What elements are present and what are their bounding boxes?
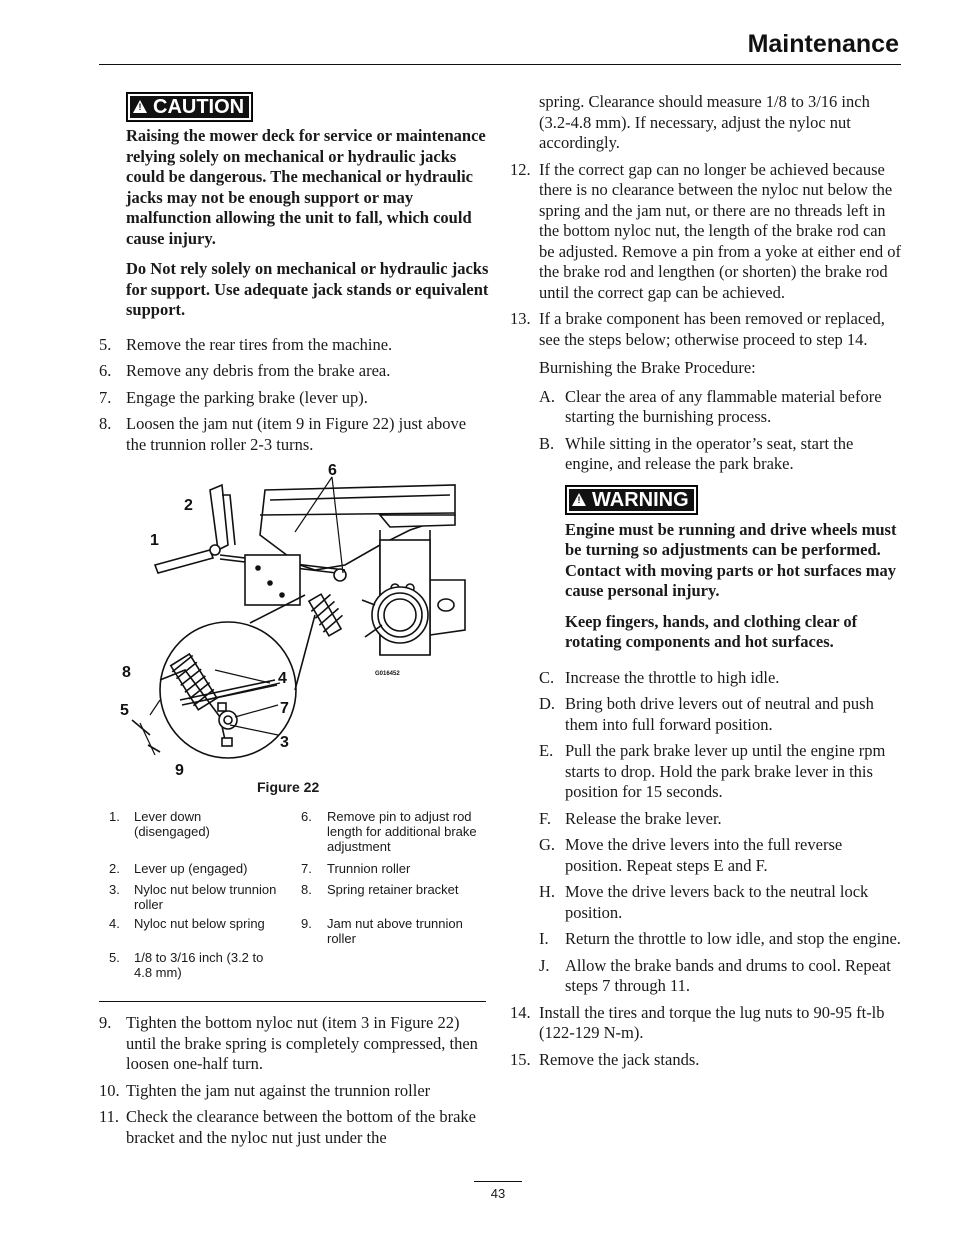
substep-item: F. Release the brake lever.	[539, 808, 722, 828]
brake-assembly-figure	[110, 455, 485, 780]
callout-2: 2	[184, 497, 193, 514]
legend-number: 7.	[301, 861, 312, 876]
legend-number: 2.	[109, 861, 120, 876]
substep-item: H. Move the drive levers back to the neutral lock position.	[539, 882, 869, 922]
substep-item: B. While sitting in the operator’s seat, start the engine, and release the park brake.	[539, 433, 854, 473]
legend-number: 6.	[301, 809, 312, 824]
legend-number: 8.	[301, 882, 312, 897]
step-item: 11. Check the clearance between the bottom of the brake bracket and the nyloc nut just under the	[99, 1107, 477, 1147]
callout-5: 5	[120, 702, 129, 719]
header-rule	[99, 64, 901, 65]
callout-6: 6	[328, 462, 337, 479]
substeps-c-j	[510, 668, 902, 997]
warning-triangle-icon: !	[572, 493, 586, 506]
caution-paragraph-2: Do Not rely solely on mechanical or hydraulic jacks for support. Use adequate jack stands or equivalent support.	[126, 259, 489, 319]
step-item: 6. Remove any debris from the brake area.	[99, 361, 391, 380]
warning-badge	[565, 485, 698, 515]
caution-label: CAUTION	[153, 96, 245, 118]
steps-9-11	[99, 1013, 489, 1148]
legend-number: 9.	[301, 916, 312, 931]
step-item: 13. If a brake component has been removed or replaced, see the steps below; otherwise proceed to step 14.	[510, 309, 885, 349]
step-item: 7. Engage the parking brake (lever up).	[99, 387, 368, 407]
warning-block	[510, 485, 902, 653]
legend-text: Jam nut above trunnion roller	[327, 916, 463, 946]
continuation-text: spring. Clearance should measure 1/8 to 3/16 inch (3.2-4.8 mm). If necessary, adjust the nyloc nut accordingly.	[539, 92, 870, 152]
callout-3: 3	[280, 734, 289, 751]
step-item: 5. Remove the rear tires from the machine.	[99, 334, 393, 354]
step-item: 15. Remove the jack stands.	[510, 1049, 700, 1069]
step-item: 8. Loosen the jam nut (item 9 in Figure 22) just above the trunnion roller 2-3 turns.	[99, 414, 467, 454]
legend-text: Lever down (disengaged)	[134, 809, 210, 839]
warning-label: WARNING	[592, 488, 689, 511]
step-item: 12. If the correct gap can no longer be achieved because there is no clearance between the nyloc nut below the spring and the jam nut, or there are no threads left in the bottom nyloc nut, the length of the brake rod can be adjusted. Remove a pin from a yoke at either end of the brake rod and lengthen (or shorten) the brake rod until the correct gap can be achieved.	[510, 159, 901, 302]
substep-item: G. Move the drive levers into the full reverse position. Repeat steps E and F.	[539, 835, 843, 875]
figure-code: G016452	[375, 671, 400, 677]
page-header-title: Maintenance	[747, 30, 899, 58]
legend-text: 1/8 to 3/16 inch (3.2 to 4.8 mm)	[134, 950, 264, 980]
substep-item: D. Bring both drive levers out of neutral and push them into full forward position.	[539, 694, 874, 734]
callout-8: 8	[122, 664, 131, 681]
step-item: 10. Tighten the jam nut against the trunnion roller	[99, 1080, 431, 1100]
callout-4: 4	[278, 670, 287, 687]
caution-badge	[126, 92, 253, 122]
caution-paragraph-1: Raising the mower deck for service or maintenance relying solely on mechanical or hydraulic jacks could be dangerous. The mechanical or hydraulic jacks may not be enough support or may malfunction allowing the unit to fall, which could cause injury.	[126, 126, 486, 248]
warning-triangle-icon: !	[133, 100, 147, 113]
figure-rule	[99, 1001, 486, 1002]
callout-1: 1	[150, 532, 159, 549]
figure-caption: Figure 22	[257, 779, 320, 795]
page-number-rule	[474, 1181, 522, 1182]
steps-5-8	[99, 335, 489, 456]
legend-text: Remove pin to adjust rod length for additional brake adjustment	[327, 809, 477, 854]
substep-item: A. Clear the area of any flammable material before starting the burnishing process.	[539, 386, 882, 426]
substep-item: C. Increase the throttle to high idle.	[539, 667, 780, 687]
legend-text: Nyloc nut below trunnion roller	[134, 882, 277, 912]
warning-paragraph-1: Engine must be running and drive wheels must be turning so adjustments can be performed. Contact with moving parts or hot surfaces may cause personal injury.	[565, 519, 897, 600]
substep-item: E. Pull the park brake lever up until the engine rpm starts to drop. Hold the park brake lever in this position for 15 seconds.	[539, 741, 886, 801]
legend-text: Nyloc nut below spring	[134, 916, 265, 931]
substep-item: J. Allow the brake bands and drums to cool. Repeat steps 7 through 11.	[539, 955, 891, 995]
legend-number: 3.	[109, 882, 120, 897]
burnishing-title: Burnishing the Brake Procedure:	[539, 358, 756, 377]
legend-text: Lever up (engaged)	[134, 861, 248, 876]
left-column	[99, 92, 489, 455]
step-item: 14. Install the tires and torque the lug nuts to 90-95 ft-lb (122-129 N-m).	[510, 1002, 885, 1042]
callout-7: 7	[280, 700, 289, 717]
legend-number: 1.	[109, 809, 120, 824]
caution-block	[126, 92, 489, 321]
step-item: 9. Tighten the bottom nyloc nut (item 3 in Figure 22) until the brake spring is completely compressed, then loosen one-half turn.	[99, 1013, 478, 1073]
legend-number: 5.	[109, 950, 120, 965]
legend-text: Trunnion roller	[327, 861, 411, 876]
page-number: 43	[490, 1186, 506, 1201]
legend-text: Spring retainer bracket	[327, 882, 459, 897]
callout-9: 9	[175, 762, 184, 779]
right-column	[510, 92, 902, 1070]
legend-number: 4.	[109, 916, 120, 931]
substep-item: I. Return the throttle to low idle, and stop the engine.	[539, 929, 901, 948]
warning-paragraph-2: Keep fingers, hands, and clothing clear of rotating components and hot surfaces.	[565, 611, 858, 651]
